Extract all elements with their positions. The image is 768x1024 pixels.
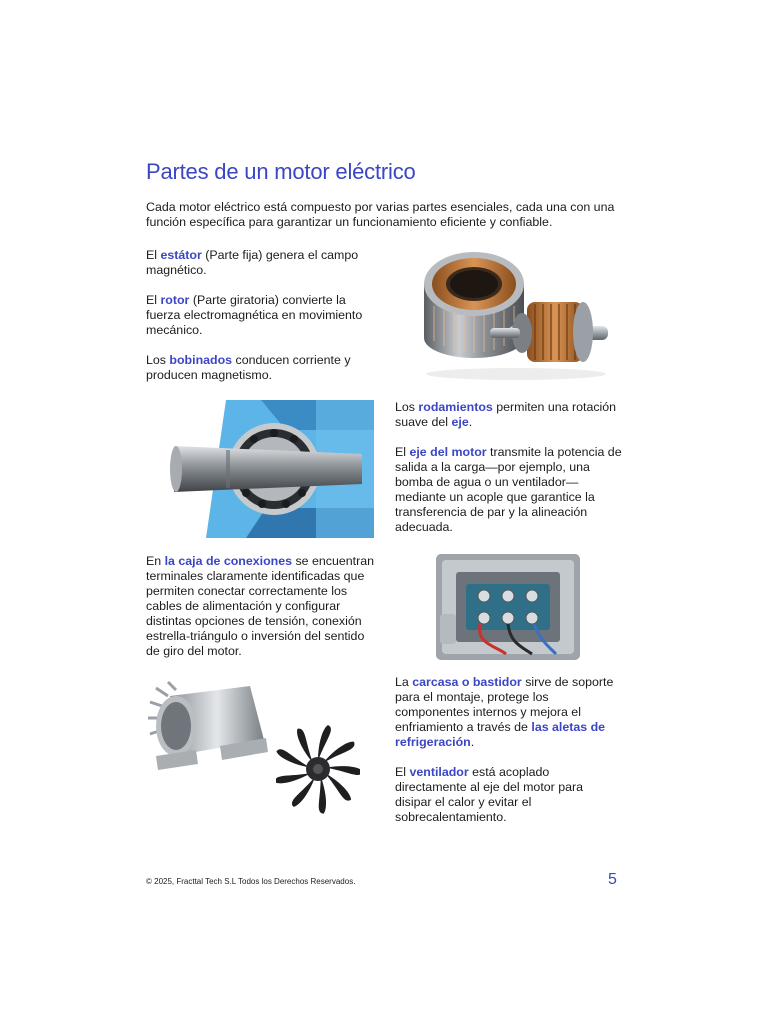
windings-paragraph: Los bobinados conducen corriente y producen magnetismo.: [146, 353, 351, 382]
bearings-term: rodamientos: [418, 400, 493, 414]
stator-rotor-image: [412, 246, 622, 386]
windings-term: bobinados: [169, 353, 233, 367]
bearing-shaft-text: [395, 400, 623, 550]
cooling-fins-term: las aletas de refrigeración: [395, 720, 606, 749]
terminal-box-image: [436, 554, 580, 660]
rotor-term: rotor: [160, 293, 190, 307]
intro-paragraph: Cada motor eléctrico está compuesto por varias partes esenciales, cada una con una función específica para garantizar un funcionamiento eficiente y confiable.: [146, 200, 615, 229]
bearings-paragraph: Los rodamientos permiten una rotación suave del eje.: [395, 400, 617, 429]
motor-housing-image: [146, 680, 270, 776]
rotor-paragraph: El rotor (Parte giratoria) convierte la fuerza electromagnética en movimiento mecánico.: [146, 293, 363, 337]
page-title: Partes de un motor eléctrico: [146, 159, 416, 184]
terminal-box-paragraph: En la caja de conexiones se encuentran terminales claramente identificadas que permiten conectar correctamente los cables de alimentación y configurar distintas opciones de tensión, conexión estrella-triángulo o inversión del sentido de giro del motor.: [146, 554, 375, 658]
stator-rotor-text: [146, 248, 371, 398]
terminal-box-term: la caja de conexiones: [164, 554, 293, 568]
fan-term: ventilador: [409, 765, 469, 779]
page-number: 5: [608, 871, 617, 888]
cooling-fan-image: [276, 724, 360, 814]
terminal-box-text: [146, 554, 376, 674]
motor-shaft-paragraph: El eje del motor transmite la potencia de salida a la carga—por ejemplo, una bomba de agua o un ventilador—mediante un acople que garantice la transferencia de par y la alineación adecuada.: [395, 445, 622, 534]
housing-term: carcasa o bastidor: [412, 675, 522, 689]
motor-shaft-term: eje del motor: [409, 445, 487, 459]
fan-paragraph: El ventilador está acoplado directamente al eje del motor para disipar el calor y evitar el sobrecalentamiento.: [395, 765, 584, 824]
stator-term: estátor: [160, 248, 202, 262]
copyright-notice: © 2025, Fracttal Tech S.L Todos los Derechos Reservados.: [146, 877, 356, 886]
housing-paragraph: La carcasa o bastidor sirve de soporte para el montaje, protege los componentes internos y mejora el enfriamiento a través de las aletas de refrigeración.: [395, 675, 614, 749]
housing-fan-text: [395, 675, 620, 840]
stator-paragraph: El estátor (Parte fija) genera el campo magnético.: [146, 248, 359, 277]
shaft-term: eje: [451, 415, 469, 429]
bearing-shaft-image: [166, 400, 374, 538]
